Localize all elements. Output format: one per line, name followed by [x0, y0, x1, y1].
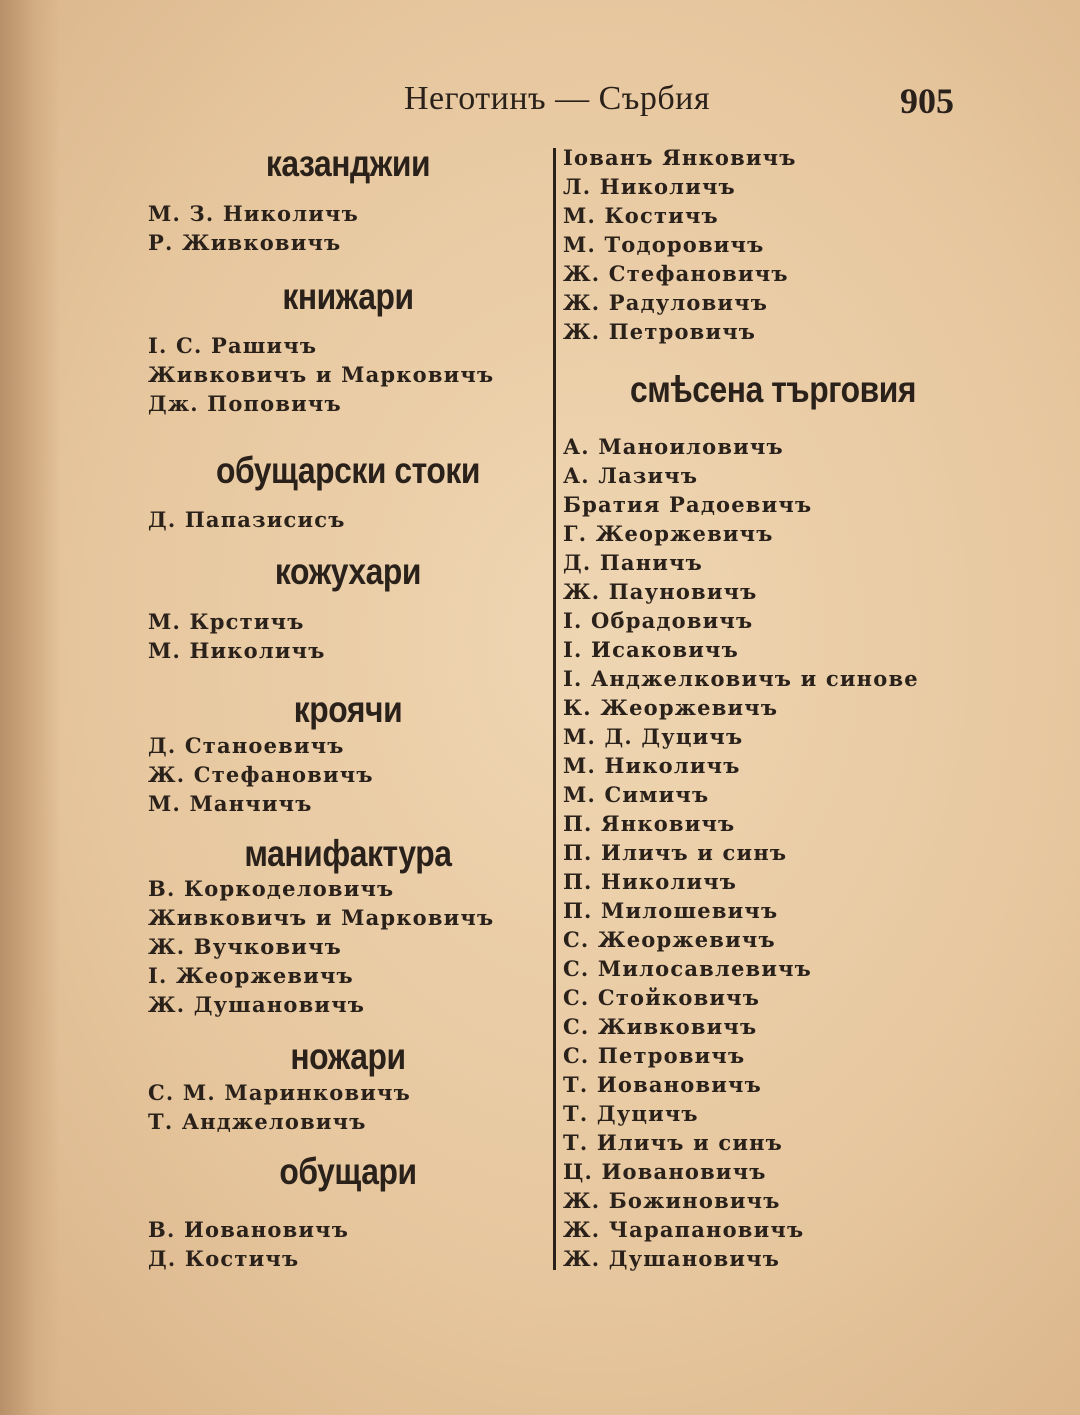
list-item: С. Петровичъ [563, 1043, 746, 1068]
section-heading: кроячи [293, 689, 403, 730]
list-item: П. Иличъ и синъ [563, 840, 788, 865]
list-item: I. Исаковичъ [563, 637, 739, 662]
list-item: Л. Николичъ [563, 174, 736, 199]
name-list [148, 874, 494, 1019]
list-item: С. Стойковичъ [563, 985, 761, 1010]
list-item: С. Милосавлевичъ [563, 956, 812, 981]
list-item: Ж. Стефановичъ [148, 762, 374, 787]
section-heading: смѣсена търговия [629, 369, 917, 410]
section-heading: манифактура [244, 833, 452, 874]
list-item: М. Д. Дуцичъ [563, 724, 744, 749]
section-heading: ножари [290, 1036, 406, 1077]
list-item: В. Коркоделовичъ [148, 876, 395, 901]
page-number: 905 [900, 81, 954, 121]
list-item: П. Николичъ [563, 869, 738, 894]
list-item: Ж. Петровичъ [563, 319, 757, 344]
list-item: Ц. Иовановичъ [563, 1159, 767, 1184]
list-item: С. М. Маринковичъ [148, 1080, 411, 1105]
list-item: М. Костичъ [563, 203, 719, 228]
list-item: Т. Иличъ и синъ [563, 1130, 783, 1155]
name-list [148, 1078, 411, 1136]
list-item: Ж. Вучковичъ [148, 934, 342, 959]
list-item: П. Милошевичъ [563, 898, 779, 923]
name-list [148, 199, 359, 257]
section-heading: книжари [282, 276, 414, 317]
list-item: К. Жеоржевичъ [563, 695, 779, 720]
list-item: М. Николичъ [563, 753, 741, 778]
list-item: С. Живковичъ [563, 1014, 758, 1039]
section-heading: обущари [279, 1151, 417, 1192]
list-item: М. Крстичъ [148, 609, 305, 634]
list-item: Р. Живковичъ [148, 230, 342, 255]
list-item: М. Тодоровичъ [563, 232, 765, 257]
name-list [148, 505, 346, 534]
name-list [563, 432, 919, 1273]
list-item: М. З. Николичъ [148, 201, 359, 226]
list-item: Г. Жеоржевичъ [563, 521, 774, 546]
list-item: Т. Анджеловичъ [148, 1109, 367, 1134]
list-item: Д. Папазисисъ [148, 507, 346, 532]
list-item: Живковичъ и Марковичъ [148, 905, 495, 930]
name-list [148, 1215, 349, 1273]
list-item: Т. Дуцичъ [563, 1101, 699, 1126]
list-item: А. Лазичъ [563, 463, 699, 488]
list-item: Живковичъ и Марковичъ [148, 362, 495, 387]
list-item: I. Анджелковичъ и синове [563, 666, 919, 691]
section-heading: кожухари [274, 551, 422, 592]
list-item: М. Манчичъ [148, 791, 313, 816]
list-item: Д. Станоевичъ [148, 733, 345, 758]
list-item: Ж. Пауновичъ [563, 579, 758, 604]
page-gutter-shadow [0, 0, 60, 1415]
list-item: А. Маноиловичъ [563, 434, 784, 459]
list-item: М. Симичъ [563, 782, 710, 807]
list-item: I. Обрадовичъ [563, 608, 754, 633]
list-item: Дж. Поповичъ [148, 391, 342, 416]
name-list [148, 607, 326, 665]
list-item: Д. Паничъ [563, 550, 703, 575]
list-item: М. Николичъ [148, 638, 326, 663]
page-header-title: Неготинъ — Сърбия [404, 80, 711, 117]
list-item: I. С. Рашичъ [148, 333, 318, 358]
continued-name-list [563, 143, 797, 346]
list-item: Ж. Душановичъ [148, 992, 366, 1017]
list-item: Ж. Стефановичъ [563, 261, 789, 286]
list-item: I. Жеоржевичъ [148, 963, 354, 988]
list-item: Ж. Душановичъ [563, 1246, 781, 1271]
list-item: В. Иовановичъ [148, 1217, 350, 1242]
list-item: Т. Иовановичъ [563, 1072, 762, 1097]
list-item: Ж. Божиновичъ [563, 1188, 781, 1213]
section-heading: казанджии [265, 143, 431, 184]
list-item: Братия Радоевичъ [563, 492, 813, 517]
column-divider [553, 148, 556, 1270]
list-item: С. Жеоржевичъ [563, 927, 776, 952]
name-list [148, 731, 374, 818]
section-heading: обущарски стоки [215, 450, 481, 491]
list-item: П. Янковичъ [563, 811, 736, 836]
list-item: Ж. Радуловичъ [563, 290, 769, 315]
list-item: Iованъ Янковичъ [563, 145, 797, 170]
list-item: Д. Костичъ [148, 1246, 300, 1271]
name-list [148, 331, 494, 418]
list-item: Ж. Чарапановичъ [563, 1217, 805, 1242]
